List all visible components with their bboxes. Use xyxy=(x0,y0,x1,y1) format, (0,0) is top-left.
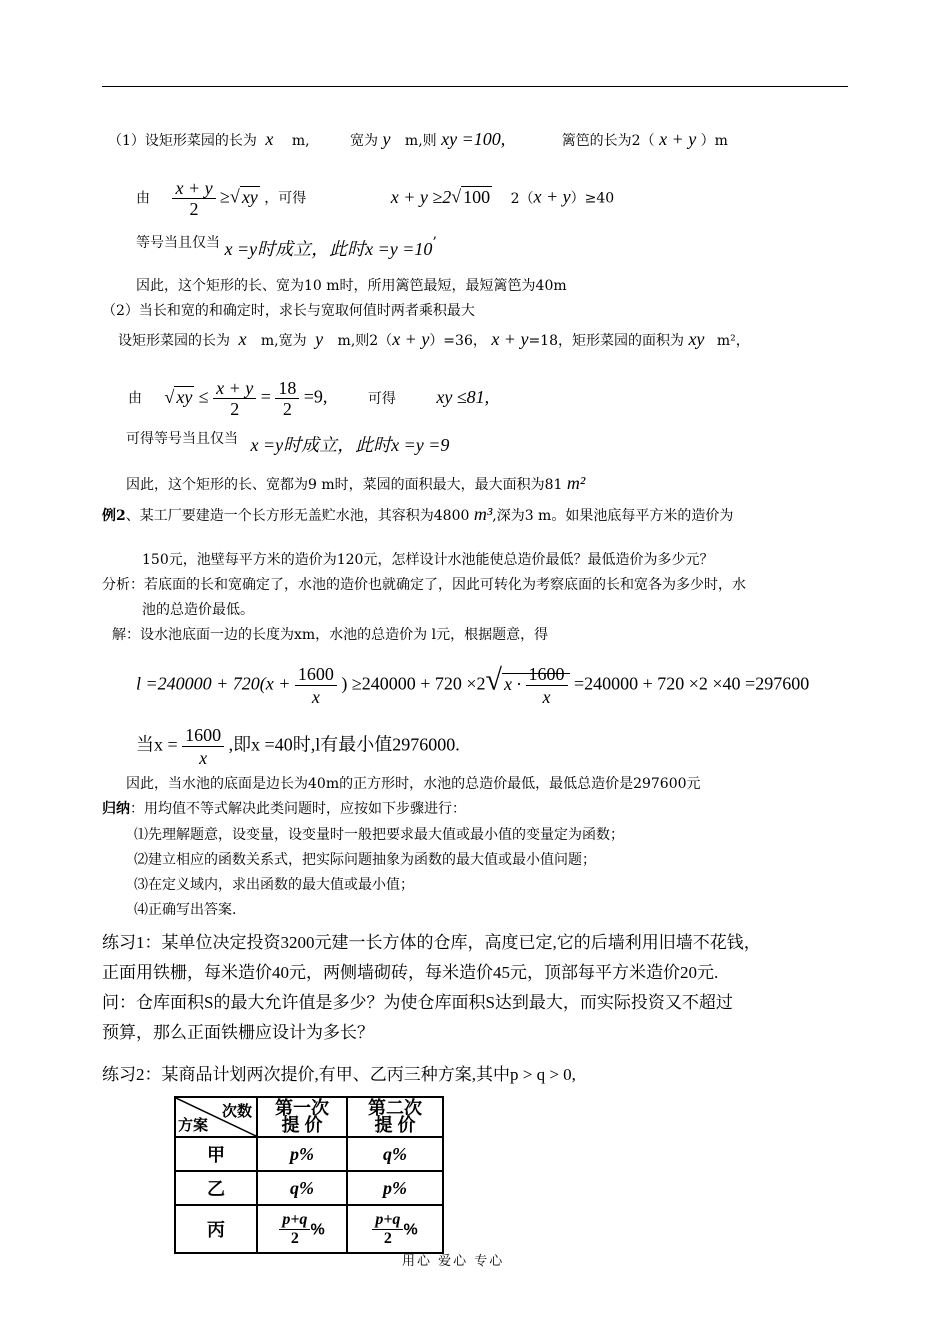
analysis-line1: 分析：若底面的长和宽确定了，水池的造价也就确定了，因此可转化为考察底面的长和宽各为多少时，水 xyxy=(102,577,746,593)
table-row: 丙 $\frac{p+q}{2}$ % $\frac{p+q}{2}$ % xyxy=(175,1205,443,1253)
table-row: 甲 p% q% xyxy=(175,1137,443,1171)
header-first-raise: 第一次 提 价 xyxy=(257,1097,347,1137)
table-corner: 次数 方案 xyxy=(175,1097,257,1137)
price-plan-table xyxy=(174,1096,444,1254)
p2-line2: 由 √ xy ≤ $\frac{x + y}{2}$ = $\frac{18}{2}$ =9, 可得 xy ≤81, xyxy=(128,378,490,419)
p2-line1: 设矩形菜园的长为 x m,宽为 y m,则2（x + y）=36， x + y=18，矩形菜园的面积为 xy m²， xyxy=(118,329,750,349)
p2-conclusion: 因此，这个矩形的长、宽都为9 m时，菜园的面积最大，最大面积为81 m² xyxy=(126,473,586,493)
p1-conclusion: 因此，这个矩形的长、宽为10 m时，所用篱笆最短，最短篱笆为40m xyxy=(136,278,567,294)
p2-title: （2）当长和宽的和确定时，求长与宽取何值时两者乘积最大 xyxy=(102,303,475,319)
header-rule xyxy=(102,86,848,87)
example2-conclusion: 因此，当水池的底面是边长为40m的正方形时，水池的总造价最低，最低总造价是297600元 xyxy=(126,776,701,792)
cost-formula: l =240000 + 720(x + $\frac{1600}{x}$ ) ≥240000 + 720 ×2√ x · $\frac{1600}{x}$ =240000 + 720 ×2 ×40 =297600 xyxy=(136,663,810,708)
practice1-line3: 问：仓库面积S的最大允许值是多少？为使仓库面积S达到最大，而实际投资又不超过 xyxy=(102,993,733,1012)
summary-step-1: ⑴先理解题意，设变量，设变量时一般把要求最大值或最小值的变量定为函数； xyxy=(134,827,624,843)
example2-label: 例2 xyxy=(102,508,126,524)
practice1-line2: 正面用铁栅，每米造价40元，两侧墙砌砖，每米造价45元，顶部每平方米造价20元. xyxy=(102,963,719,982)
p1-line3: 等号当且仅当 x =y时成立，此时x =y =10’ xyxy=(136,235,437,259)
solution-intro: 解：设水池底面一边的长度为xm，水池的总造价为 l元，根据题意，得 xyxy=(112,627,549,643)
equality-condition: 当x = $\frac{1600}{x}$ ,即x =40时,l有最小值2976000. xyxy=(136,725,460,768)
example2-line2: 150元，池壁每平方米的造价为120元，怎样设计水池能使总造价最低？最低造价为多少元？ xyxy=(142,552,714,568)
example2-line1: 例2、某工厂要建造一个长方形无盖贮水池，其容积为4800 m³,深为3 m。如果池底每平方米的造价为 xyxy=(102,504,734,524)
practice2-line1: 练习2：某商品计划两次提价,有甲、乙丙三种方案,其中p > q > 0, xyxy=(102,1065,576,1084)
summary-step-4: ⑷正确写出答案. xyxy=(134,902,237,918)
summary-step-3: ⑶在定义域内，求出函数的最大值或最小值； xyxy=(134,877,414,893)
summary-step-2: ⑵建立相应的函数关系式，把实际问题抽象为函数的最大值或最小值问题； xyxy=(134,852,596,868)
p1-line2: 由 $\frac{x + y}{2}$ ≥√ xy ，可得 x + y ≥2√ 100 2（x + y）≥40 xyxy=(136,178,615,219)
p2-line3: 可得等号当且仅当 x =y时成立，此时x =y =9 xyxy=(126,431,450,455)
practice1-line1: 练习1：某单位决定投资3200元建一长方体的仓库，高度已定,它的后墙利用旧墙不花钱， xyxy=(102,933,761,952)
practice1-line4: 预算，那么正面铁栅应设计为多长？ xyxy=(102,1023,374,1042)
summary-heading: 归纳：用均值不等式解决此类问题时，应按如下步骤进行： xyxy=(102,801,466,817)
page-footer: 用心 爱心 专心 xyxy=(402,1254,505,1269)
analysis-line2: 池的总造价最低。 xyxy=(142,602,254,618)
p1-line1: （1）设矩形菜园的长为 x m, 宽为 y m,则 xy =100, 篱笆的长为2（ x + y ）m xyxy=(108,129,728,149)
header-second-raise: 第二次 提 价 xyxy=(347,1097,443,1137)
table-row: 乙 q% p% xyxy=(175,1171,443,1205)
